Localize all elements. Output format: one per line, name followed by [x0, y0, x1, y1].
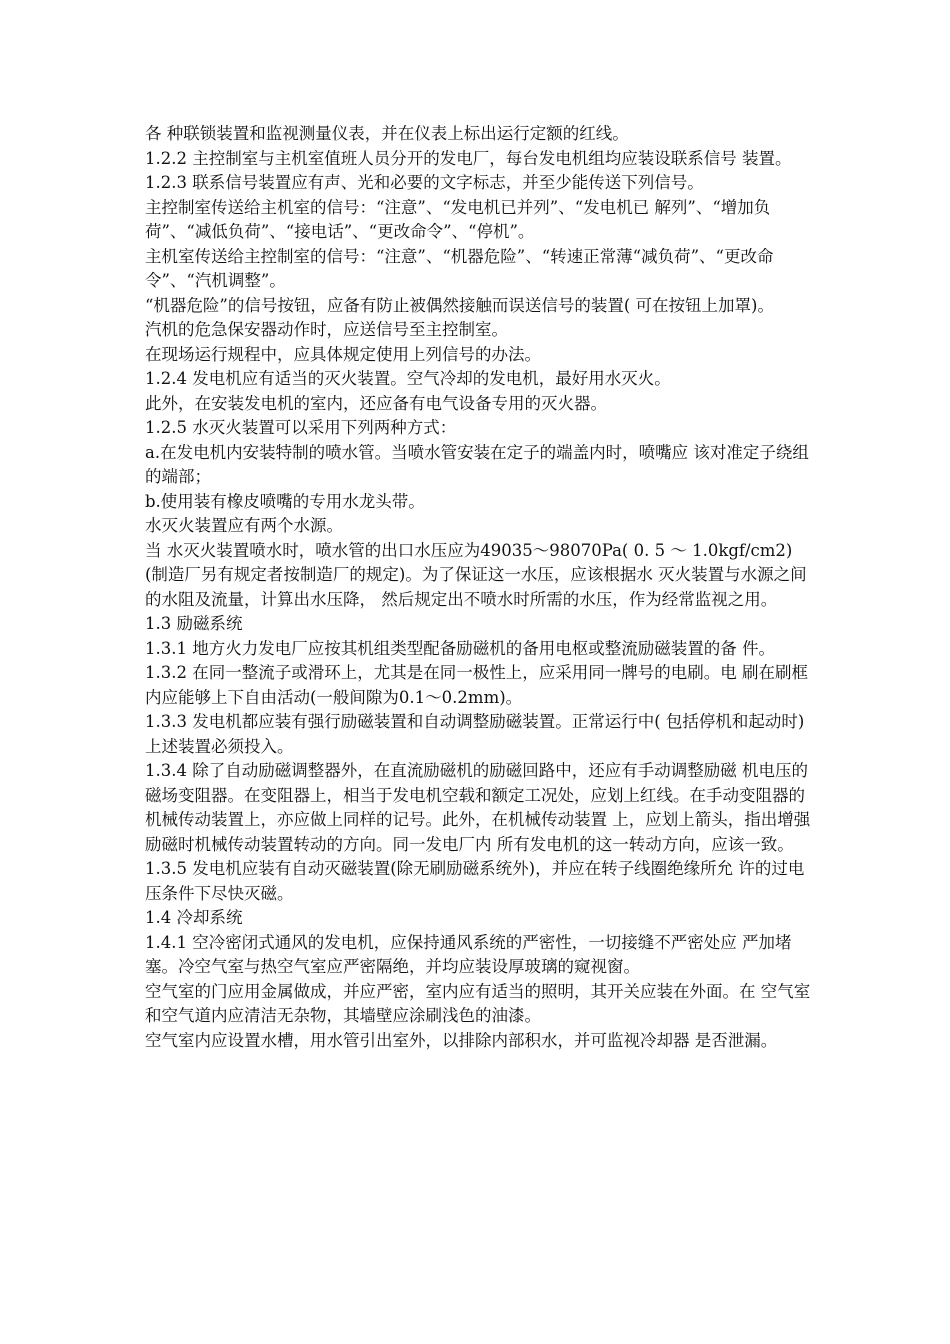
- paragraph-interlock-instruments: 各 种联锁装置和监视测量仪表，并在仪表上标出运行定额的红线。: [145, 124, 629, 143]
- document-page: [145, 122, 813, 1053]
- paragraph-emergency-governor: 汽机的危急保安器动作时，应送信号至主控制室。: [145, 320, 508, 339]
- paragraph-1-2-2: 1.2.2 主控制室与主机室值班人员分开的发电厂，每台发电机组均应装设联系信号 装置。: [145, 148, 792, 168]
- section-heading-1-3: 1.3 励磁系统: [145, 614, 243, 633]
- paragraph-extinguisher: 此外，在安装发电机的室内，还应备有电气设备专用的灭火器。: [145, 393, 607, 413]
- paragraph-air-chamber-door: 空气室的门应用金属做成，并应严密，室内应有适当的照明，其开关应装在外面。在 空气室和空气道内应清洁无杂物，其墙壁应涂刷浅色的油漆。: [145, 981, 811, 1025]
- paragraph-control-to-machine-signals: 主控制室传送给主机室的信号：“注意”、“发电机已并列”、“发电机已 解列”、“增加负荷”、“减低负荷”、“接电话”、“更改命令”、“停机”。: [145, 197, 771, 241]
- paragraph-1-3-1: 1.3.1 地方火力发电厂应按其机组类型配备励磁机的备用电枢或整流励磁装置的备 件。: [145, 638, 775, 658]
- paragraph-1-2-3: 1.2.3 联系信号装置应有声、光和必要的文字标志，并至少能传送下列信号。: [145, 173, 704, 192]
- paragraph-1-2-4: 1.2.4 发电机应有适当的灭火装置。空气冷却的发电机，最好用水灭火。: [145, 369, 671, 388]
- paragraph-1-3-3: 1.3.3 发电机都应装有强行励磁装置和自动调整励磁装置。正常运行中( 包括停机和起动时)上述装置必须投入。: [145, 712, 805, 756]
- paragraph-1-3-4: 1.3.4 除了自动励磁调整器外，在直流励磁机的励磁回路中，还应有手动调整励磁 机电压的磁场变阻器。在变阻器上，相当于发电机空载和额定工况处，应划上红线。在手动变阻器的机械传动装置上，亦应做上同样的记号。此外，在机械传动装置 上，应划上箭头，指出增强励磁时机械传动装置转动的方向。同一发电厂内 所有发电机的这一转动方向，应该一致。: [145, 761, 811, 854]
- paragraph-1-3-2: 1.3.2 在同一整流子或滑环上，尤其是在同一极性上，应采用同一牌号的电刷。电 刷在刷框内应能够上下自由活动(一般间隙为0.1～0.2mm)。: [145, 663, 808, 707]
- paragraph-1-3-5: 1.3.5 发电机应装有自动灭磁装置(除无刷励磁系统外)，并应在转子线圈绝缘所允 许的过电压条件下尽快灭磁。: [145, 859, 805, 903]
- paragraph-machine-to-control-signals: 主机室传送给主控制室的信号：“注意”、“机器危险”、“转速正常薄“减负荷”、“更改命令”、“汽机调整”。: [145, 246, 774, 290]
- paragraph-1-2-5: 1.2.5 水灭火装置可以采用下列两种方式：: [145, 418, 457, 437]
- paragraph-option-b: b.使用装有橡皮喷嘴的专用水龙头带。: [145, 491, 425, 511]
- section-heading-1-4: 1.4 冷却系统: [145, 908, 243, 927]
- paragraph-option-a: a.在发电机内安装特制的喷水管。当喷水管安装在定子的端盖内时，喷嘴应 该对准定子绕组的端部；: [145, 442, 809, 486]
- paragraph-danger-button: “机器危险”的信号按钮，应备有防止被偶然接触而误送信号的装置( 可在按钮上加罩)。: [145, 295, 774, 315]
- paragraph-operating-rules: 在现场运行规程中，应具体规定使用上列信号的办法。: [145, 344, 541, 364]
- paragraph-water-tank: 空气室内应设置水槽，用水管引出室外，以排除内部积水，并可监视冷却器 是否泄漏。: [145, 1030, 778, 1050]
- paragraph-water-pressure: 当 水灭火装置喷水时，喷水管的出口水压应为49035～98070Pa( 0. 5 ～ 1.0kgf/cm2)(制造厂另有规定者按制造厂的规定)。为了保证这一水压，应该根据水 灭火装置与水源之间的水阻及流量，计算出水压降， 然后规定出不喷水时所需的水压，作为经常监视之用。: [145, 540, 807, 609]
- paragraph-two-water-sources: 水灭火装置应有两个水源。: [145, 516, 343, 535]
- paragraph-1-4-1: 1.4.1 空冷密闭式通风的发电机，应保持通风系统的严密性，一切接缝不严密处应 严加堵塞。冷空气室与热空气室应严密隔绝，并均应装设厚玻璃的窥视窗。: [145, 932, 792, 976]
